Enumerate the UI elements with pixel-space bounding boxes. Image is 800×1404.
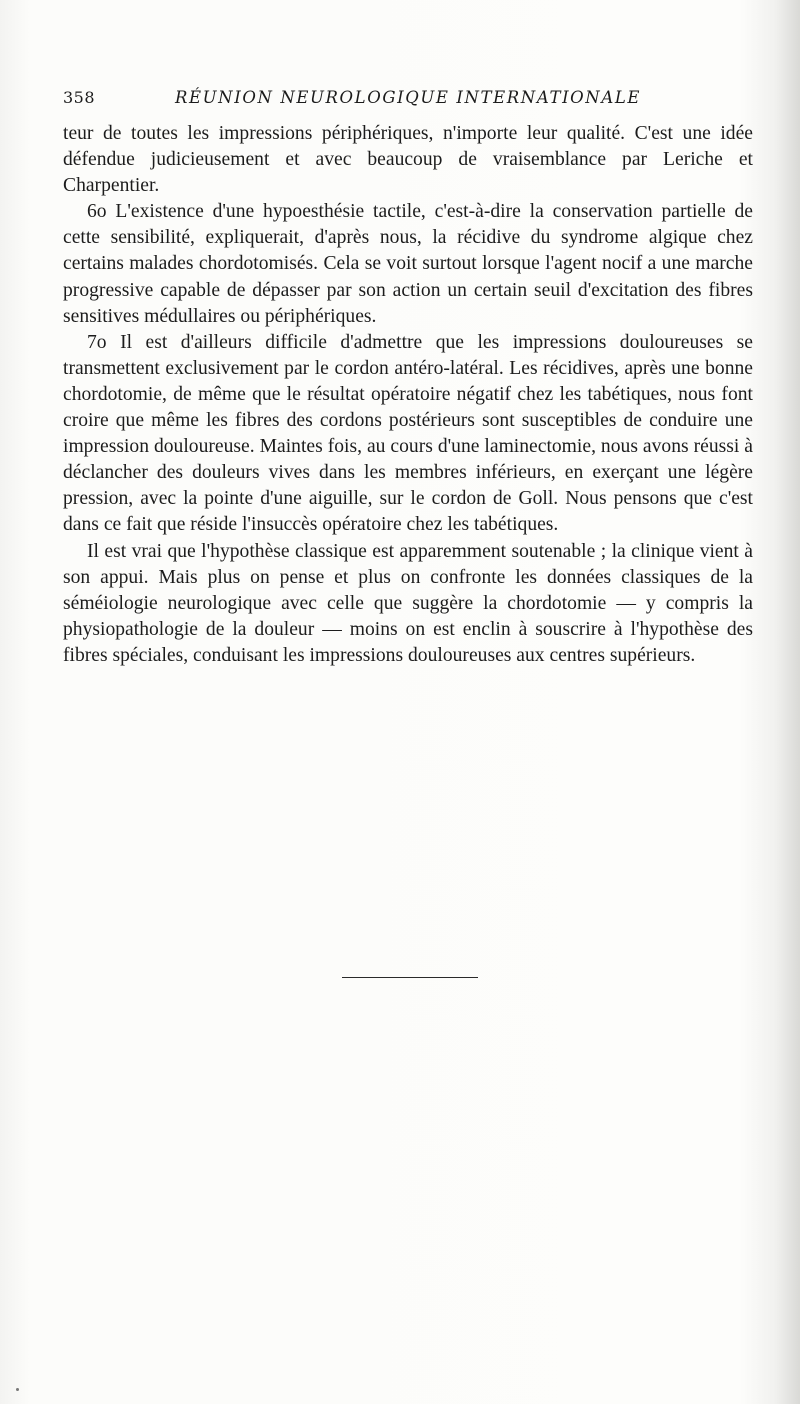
running-head (63, 88, 753, 112)
paragraph-3: 7o Il est d'ailleurs difficile d'admettre que les impressions douloureuses se transmettent exclusivement par le cordon antéro-latéral. Les récidives, après une bonne chordotomie, de même que le résultat opératoire négatif chez les tabétiques, nous font croire que même les fibres des cordons postérieurs sont susceptibles de conduire une impression douloureuse. Maintes fois, au cours d'une laminectomie, nous avons réussi à déclancher des douleurs vives dans les membres inférieurs, en exerçant une légère pression, avec la pointe d'une aiguille, sur le cordon de Goll. Nous pensons que c'est dans ce fait que réside l'insuccès opératoire chez les tabétiques. (63, 331, 753, 536)
paragraph-4: Il est vrai que l'hypothèse classique est apparemment soutenable ; la clinique vient à son appui. Mais plus on pense et plus on confronte les données classiques de la séméiologie neurologique avec celle que suggère la chordotomie — y compris la physiopathologie de la douleur — moins on est enclin à souscrire à l'hypothèse des fibres spéciales, conduisant les impressions douloureuses aux centres supérieurs. (63, 540, 753, 666)
body-text (63, 121, 753, 669)
page-number: 358 (63, 88, 96, 107)
running-title: RÉUNION NEUROLOGIQUE INTERNATIONALE (175, 88, 642, 107)
page-speck (16, 1388, 19, 1391)
paragraph-1: teur de toutes les impressions périphériques, n'importe leur qualité. C'est une idée défendue judicieusement et avec beaucoup de vraisemblance par Leriche et Charpentier. (63, 123, 753, 197)
paragraph-2: 6o L'existence d'une hypoesthésie tactile, c'est-à-dire la conservation partielle de cette sensibilité, expliquerait, d'après nous, la récidive du syndrome algique chez certains malades chordotomisés. Cela se voit surtout lorsque l'agent nocif a une marche progressive capable de dépasser par son action un certain seuil d'excitation des fibres sensitives médullaires ou périphériques. (63, 201, 753, 327)
section-end-rule (342, 977, 478, 978)
